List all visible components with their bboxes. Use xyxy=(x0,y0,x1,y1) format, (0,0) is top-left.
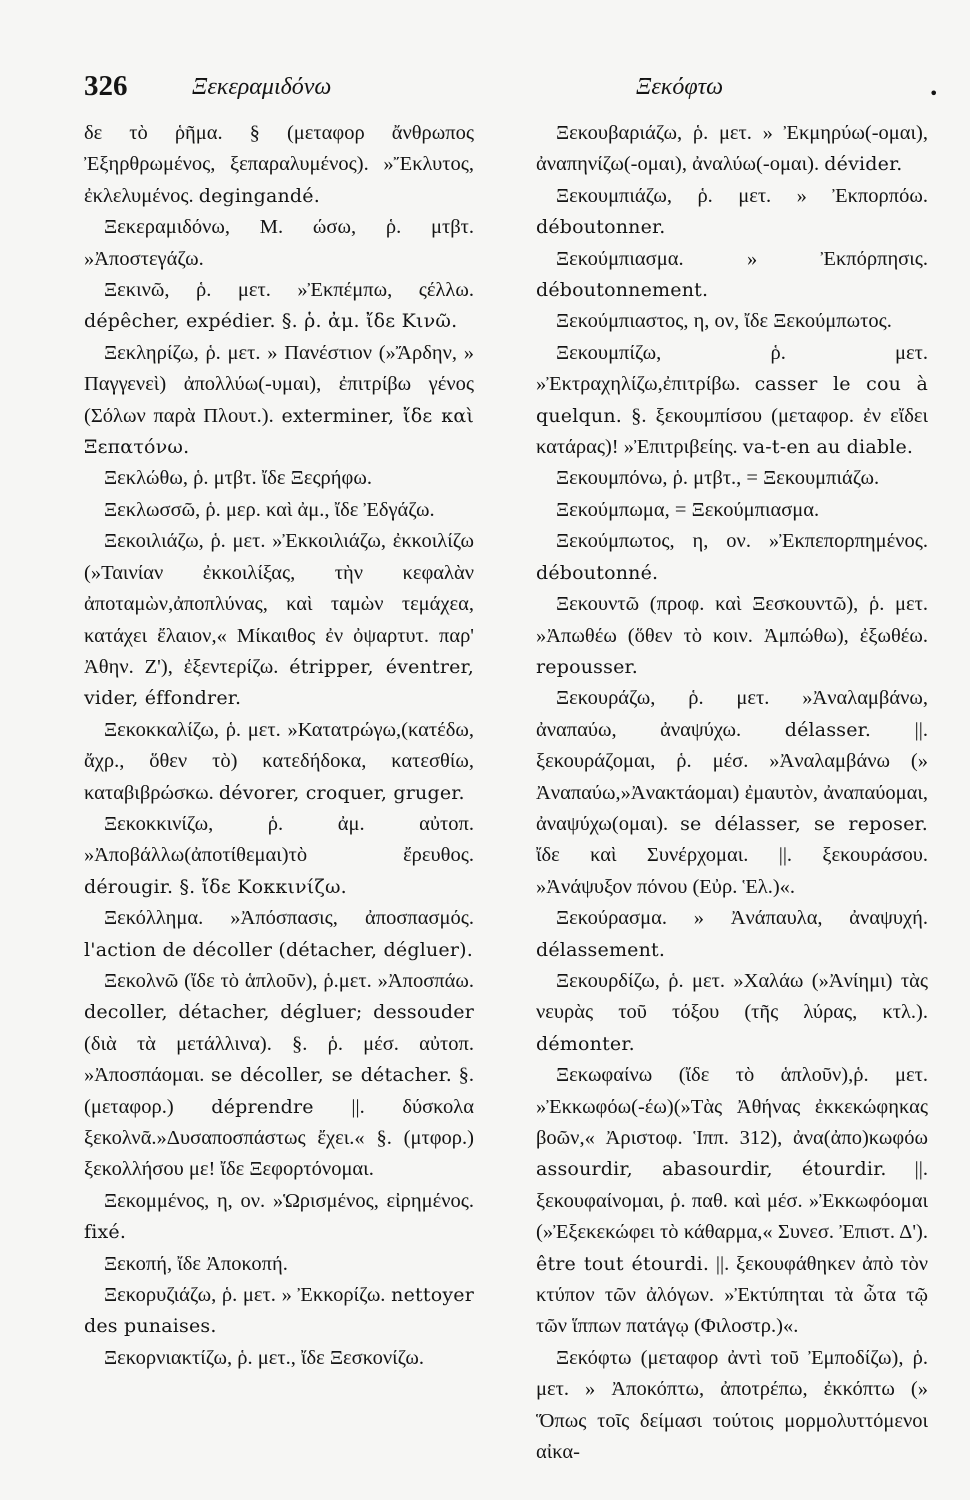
header-mark: • xyxy=(929,84,939,103)
right-column xyxy=(536,118,928,1468)
entry-french: l'action de décoller (détacher, dégluer). xyxy=(84,938,473,961)
entry-greek: Ξεκωφαίνω (ἴδε τὸ ἁπλοῦν),ῥ. μετ. »Ἐκκωφόω(-έω)(»Τὰς Ἀθήνας ἐκκεκώφηκας βοῶν,« Ἀριστοφ. Ἱππ. 312), ἀνα(ἀπο)κωφόω xyxy=(536,1064,928,1149)
entry-greek: Ξεκουράζω, ῥ. μετ. »Ἀναλαμβάνω, ἀναπαύω, ἀναψύχω. xyxy=(536,687,928,741)
entry-greek: Ξεκοιλιάζω, ῥ. μετ. »Ἐκκοιλιάζω, ἐκκοιλίζω (»Ταινίαν ἐκκοιλίξας, τὴν κεφαλὰν ἀποταμὼν,ἀποπλύνας, καὶ ταμὼν τεμάχεα, κατάχει ἔλαιον,« Μίκαιθος ἐν ὀψαρτυτ. παρ' Ἀθην. Ζ'), ἐξεντερίζω. xyxy=(84,530,474,678)
dictionary-entry xyxy=(84,809,474,903)
entry-greek: Ξεκουμπίζω, ῥ. μετ. »Ἐκτραχηλίζω,ἐπιτρίβω. xyxy=(536,341,928,396)
entry-greek: Ξεκινῶ, ῥ. μετ. »Ἐκπέμπω, ςέλλω. xyxy=(104,279,474,302)
entry-greek: ἴδε καὶ Συνέρχομαι. ||. ξεκουράσου. »Ἀνάψυξον πόνου (Εὐρ. Ἑλ.)«. xyxy=(536,844,928,898)
dictionary-entry xyxy=(536,1343,928,1469)
entry-greek: Ξεκούμπιαστος, η, ον, ἴδε Ξεκούμπωτος. xyxy=(556,310,892,333)
dictionary-entry xyxy=(536,966,928,1060)
dictionary-entry xyxy=(536,589,928,683)
entry-french: repousser. xyxy=(536,655,638,678)
entry-greek: Ξεκοπή, ἴδε Ἀποκοπή. xyxy=(104,1252,288,1275)
dictionary-entry xyxy=(536,463,928,494)
left-column xyxy=(84,118,474,1374)
entry-french: délassement. xyxy=(536,938,666,961)
dictionary-entry xyxy=(84,1280,474,1343)
entry-greek: δε τὸ ῥῆμα. § (μεταφορ ἄνθρωπος Ἐξηρθρωμένος, ξεπαραλυμένος). »Ἔκλυτος, ἐκλελυμένος. xyxy=(84,122,474,207)
dictionary-entry xyxy=(84,1249,474,1280)
dictionary-entry xyxy=(536,495,928,526)
page-header xyxy=(84,70,954,114)
dictionary-entry xyxy=(536,683,928,903)
entry-french: va-t-en au diable. xyxy=(742,436,914,459)
entry-greek: Ξεκουβαριάζω, ῥ. μετ. » Ἐκμηρύω(-ομαι), ἀναπηνίζω(-ομαι), ἀναλύω(-ομαι). xyxy=(536,122,928,176)
entry-greek: Ξεκούμπωτος, η, ον. »Ἐκπεπορπημένος. xyxy=(556,530,928,553)
entry-french: se délasser, se reposer. xyxy=(680,812,928,835)
entry-greek: Ξεκληρίζω, ῥ. μετ. » Πανέστιον (»Ἄρδην, » Παγγενεὶ) ἀπολλύω(-υμαι), ἐπιτρίβω γένος (Σόλων παρὰ Πλουτ.). xyxy=(84,341,474,427)
dictionary-entry xyxy=(84,526,474,714)
entry-greek: Ξεκοκκαλίζω, ῥ. μετ. »Κατατρώγω,(κατέδω, ἄχρ., ὅθεν τὸ) κατεδήδοκα, κατεσθίω, καταβιβρώσκω. xyxy=(84,718,474,804)
dictionary-entry xyxy=(536,118,928,181)
dictionary-entry xyxy=(84,1186,474,1249)
entry-greek: Ξεκομμένος, η, ον. »Ὡρισμένος, εἰρημένος. xyxy=(104,1189,474,1212)
entry-greek: Ξεκουμπόνω, ῥ. μτβτ., = Ξεκουμπιάζω. xyxy=(556,467,880,490)
entry-french: démonter. xyxy=(536,1032,635,1055)
entry-french: fixé. xyxy=(84,1221,127,1244)
entry-french: nettoyer des punaises. xyxy=(84,1284,474,1338)
entry-french: être tout étourdi. xyxy=(536,1252,710,1275)
entry-french: exterminer, ἴδε καὶ Ξεπατόνω. xyxy=(84,404,475,459)
entry-french: degingandé. xyxy=(198,184,320,207)
entry-greek: Ξεκορνιακτίζω, ῥ. μετ., ἴδε Ξεσκονίζω. xyxy=(104,1346,424,1369)
entry-french: dévorer, croquer, gruger. xyxy=(218,781,465,804)
dictionary-entry xyxy=(84,118,474,212)
entry-french: déboutonner. xyxy=(536,216,666,239)
entry-greek: Ξεκούμπιασμα. » Ἐκπόρπησις. xyxy=(556,247,928,270)
entry-greek: §. ξεκουμπίσου (μεταφορ. ἐν εἴδει κατάρας)! »Ἐπιτριβείης. xyxy=(536,404,928,459)
entry-greek: Ξεκολνῶ (ἴδε τὸ ἁπλοῦν), ῥ.μετ. »Ἀποσπάω. xyxy=(104,969,474,992)
entry-greek: Ξεκόλλημα. »Ἀπόσπασις, ἀποσπασμός. xyxy=(104,907,474,930)
entry-french: dépêcher, expédier. §. ῥ. ἀμ. ἴδε Κινῶ. xyxy=(84,310,458,333)
dictionary-entry xyxy=(536,526,928,589)
page-number: 326 xyxy=(84,70,128,102)
entry-french: assourdir, abasourdir, étourdir. xyxy=(536,1158,887,1181)
entry-greek: Ξεκλωσσῶ, ῥ. μερ. καὶ ἀμ., ἴδε Ἐδγάζω. xyxy=(104,498,435,521)
dictionary-entry xyxy=(84,903,474,966)
entry-greek: Ξεκοκκινίζω, ῥ. ἀμ. αὐτοπ. »Ἀποβάλλω(ἀποτίθεμαι)τὸ ἔρευθος. xyxy=(84,812,474,867)
entry-greek: Ξεκουντῶ (προφ. καὶ Ξεσκουντῶ), ῥ. μετ. »Ἀπωθέω (ὅθεν τὸ κοιν. Ἀμπώθω), ἐξωθέω. xyxy=(536,593,928,647)
entry-greek: §. (μεταφορ.) xyxy=(84,1064,475,1118)
entry-french: déboutonnement. xyxy=(536,279,709,302)
entry-greek: Ξεκορυζιάζω, ῥ. μετ. » Ἐκκορίζω. xyxy=(104,1284,386,1307)
entry-french: déboutonné. xyxy=(536,561,659,584)
entry-french: délasser. xyxy=(784,718,872,741)
dictionary-entry xyxy=(84,338,474,464)
dictionary-entry xyxy=(84,966,474,1186)
dictionary-entry xyxy=(84,495,474,526)
entry-greek: ||. ξεκουράζομαι, ῥ. μέσ. »Ἀναλαμβάνω (» Ἀναπαύω,»Ἀνακτάομαι) ἐμαυτὸν, ἀναπαύομαι, ἀναψύχω(ομαι). xyxy=(536,718,928,835)
entry-greek: ||. ξεκουφαίνομαι, ῥ. παθ. καὶ μέσ. »Ἐκκωφόομαι (»Ἐξεκεκώφει τὸ κάθαρμα,« Συνεσ. Ἐπιστ. Δ'). xyxy=(536,1158,928,1244)
entry-greek: Ξεκλώθω, ῥ. μτβτ. ἴδε Ξεςρήφω. xyxy=(104,467,372,490)
dictionary-entry xyxy=(536,306,928,337)
entry-greek: Ξεκεραμιδόνω, Μ. ώσω, ῥ. μτβτ. »Ἀποστεγάζω. xyxy=(84,216,474,270)
dictionary-entry xyxy=(84,463,474,494)
dictionary-entry xyxy=(536,903,928,966)
entry-french: déprendre xyxy=(211,1095,314,1118)
entry-french: se décoller, se détacher. xyxy=(211,1064,453,1087)
dictionary-entry xyxy=(536,244,928,307)
entry-french: étripper, éventrer, vider, éffondrer. xyxy=(84,655,474,710)
dictionary-entry xyxy=(84,1343,474,1374)
dictionary-entry xyxy=(84,715,474,809)
entry-french: decoller, détacher, dégluer; dessouder xyxy=(84,1001,474,1024)
entry-greek: Ξεκόφτω (μεταφορ ἀντὶ τοῦ Ἐμποδίζω), ῥ. μετ. » Ἀποκόπτω, ἀποτρέπω, ἐκκόπτω (» Ὅπως τοῖς δείμασι τούτοις μορμολυττόμενοι αἰκα- xyxy=(536,1346,928,1464)
entry-french: dévider. xyxy=(824,153,903,176)
dictionary-entry xyxy=(536,338,928,464)
entry-french: casser le cou à quelqun. xyxy=(536,373,929,427)
right-running-head: Ξεκόφτω xyxy=(636,74,724,100)
dictionary-entry xyxy=(84,275,474,338)
entry-greek: Ξεκουρδίζω, ῥ. μετ. »Χαλάω (»Ἀνίημι) τὰς νευρὰς τοῦ τόξου (τῆς λύρας, κτλ.). xyxy=(536,969,928,1024)
entry-greek: Ξεκούμπωμα, = Ξεκούμπιασμα. xyxy=(556,498,820,521)
entry-greek: (διὰ τὰ μετάλλινα). §. ῥ. μέσ. αὐτοπ. »Ἀποσπάομαι. xyxy=(84,1032,474,1087)
entry-greek: Ξεκούρασμα. » Ἀνάπαυλα, ἀναψυχή. xyxy=(556,907,928,930)
entry-greek: ||. δύσκολα ξεκολνᾶ.»Δυσαποσπάστως ἔχει.« §. (μτφορ.) ξεκολλήσου με! ἴδε Ξεφορτόνομαι. xyxy=(84,1095,474,1181)
entry-french: dérougir. §. ἴδε Κοκκινίζω. xyxy=(84,875,347,898)
dictionary-entry xyxy=(536,1060,928,1343)
entry-greek: ||. ξεκουφάθηκεν ἀπὸ τὸν κτύπον τῶν ἀλόγων. »Ἐκτύπηται τὰ ὦτα τῷ τῶν ἵππων πατάγῳ (Φιλοστρ.)«. xyxy=(536,1252,929,1338)
dictionary-entry xyxy=(536,181,928,244)
dictionary-entry xyxy=(84,212,474,275)
entry-greek: Ξεκουμπιάζω, ῥ. μετ. » Ἐκπορπόω. xyxy=(556,184,928,207)
left-running-head: Ξεκεραμιδόνω xyxy=(192,74,332,100)
